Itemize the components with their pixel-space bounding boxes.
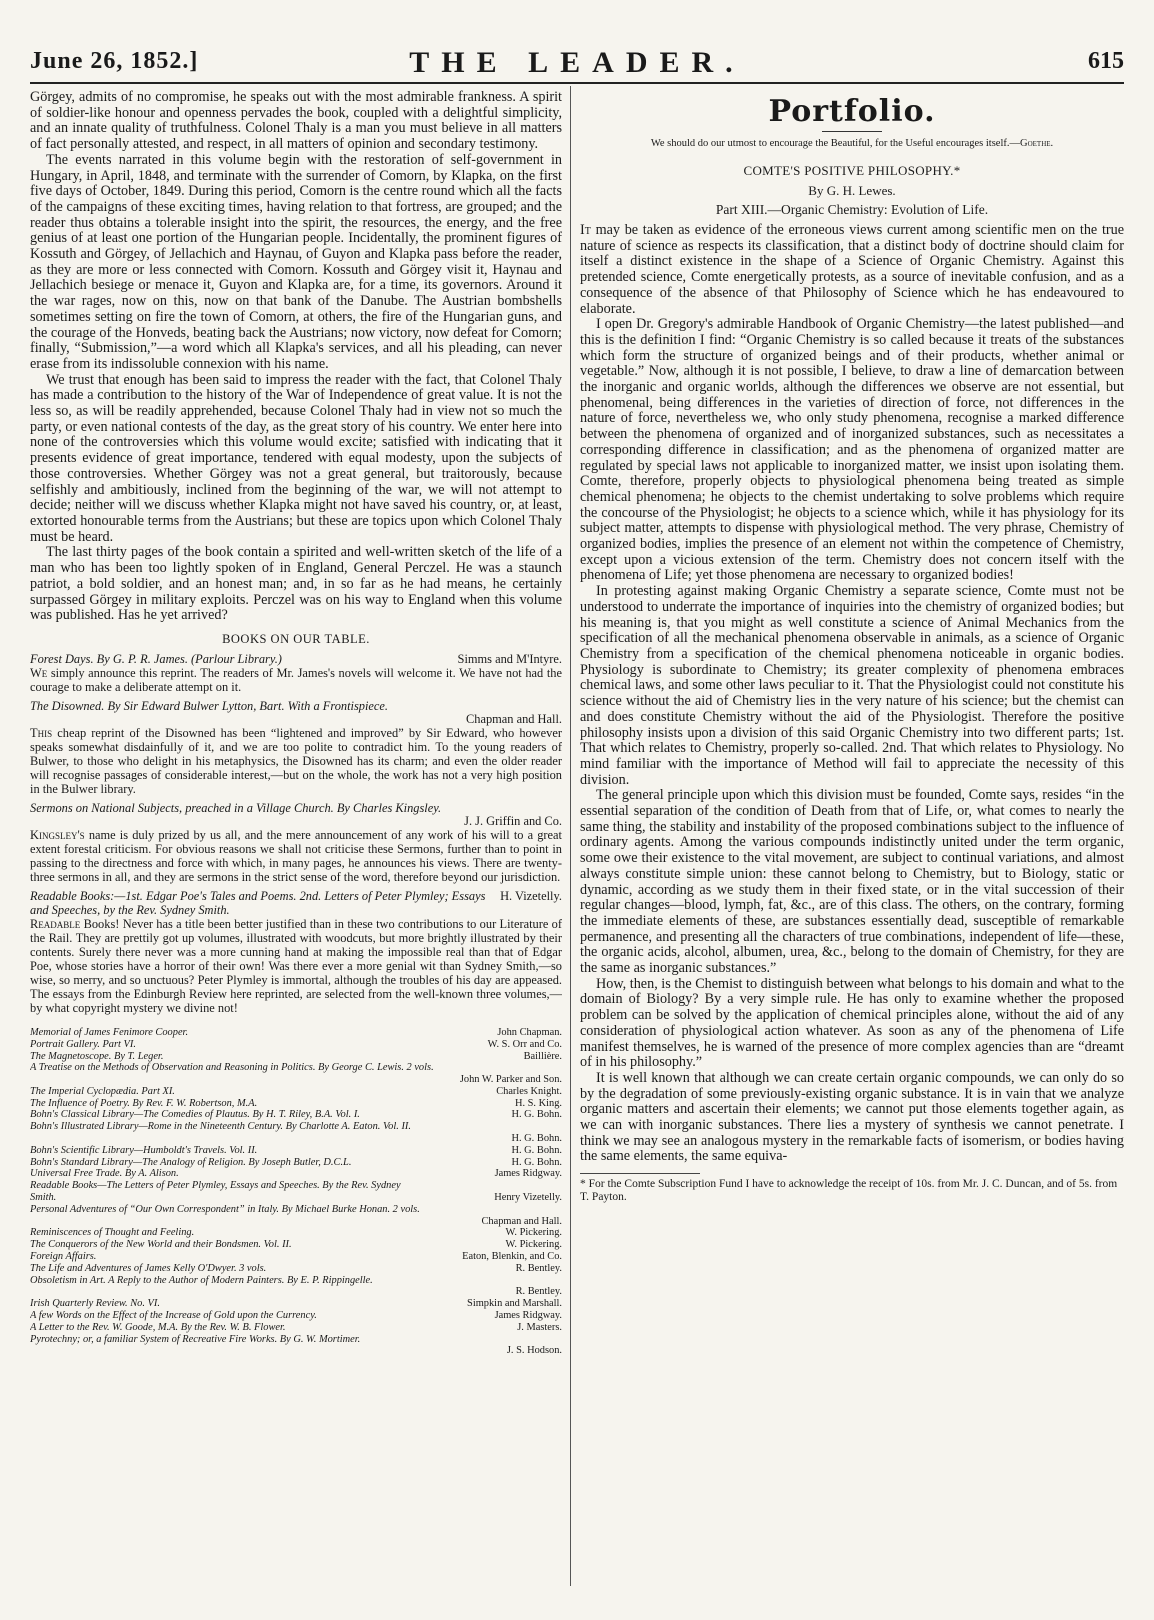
book-list-publisher: H. S. King. (511, 1098, 562, 1110)
book-list-publisher: Henry Vizetelly. (490, 1192, 562, 1204)
book-title: Sermons on National Subjects, preached in a Village Church. By Charles Kingsley. (30, 800, 442, 815)
newspaper-title: THE LEADER. (409, 46, 745, 79)
book-list-publisher: H. G. Bohn. (507, 1145, 562, 1157)
book-list-title: The Conquerors of the New World and their Bondsmen. Vol. II. (30, 1239, 292, 1251)
book-list-title: The Life and Adventures of James Kelly O'Dwyer. 3 vols. (30, 1262, 267, 1274)
article-paragraph-1 (580, 223, 1124, 317)
book-list-publisher: W. S. Orr and Co. (484, 1039, 562, 1051)
book-list-publisher: Chapman and Hall. (477, 1216, 562, 1228)
book-list-publisher: Simpkin and Marshall. (463, 1298, 562, 1310)
book-list-item (30, 1180, 562, 1192)
book-list-item (30, 1109, 562, 1121)
book-list-title: Obsoletism in Art. A Reply to the Author of Modern Painters. By E. P. Rippingelle. (30, 1274, 373, 1286)
book-list-item (30, 1051, 562, 1063)
book-list-item (30, 1345, 562, 1357)
review-paragraph-2: The events narrated in this volume begin with the restoration of self-government in Hungary, in April, 1848, and terminate with the surrender of Comorn, by Klapka, on the first five days of October, 1849. During this period, Comorn is the centre round which all the facts of the campaigns of these exciting times, having relation to that fortress, are grouped; and the reader thus obtains a tolerable insight into the spirit, the resources, the energy, and the free genius of at least one portion of the Hungarian people. Incidentally, the prominent figures of Kossuth and Görgey, of Jellachich and Haynau, of Guyon and Klapka pass before the reader, as they are more or less connected with Comorn. Kossuth and Görgey visit it, Haynau and Jellachich besiege or menace it, Guyon and Klapka are, for a time, its governors. Around it the war rages, now on this, now on that bank of the Danube. The Austrian bombshells sometimes setting on fire the town of Comorn, at others, the fire of the Hungarian guns, and the courage of the Honveds, beating back the Austrians; now victory, now defeat for Comorn; finally, “Submission,”—a word which all Klapka's services, and all his pleading, can never erase from its indissoluble connexion with his name. (30, 151, 562, 372)
heading-rule (822, 131, 882, 132)
book-list-item (30, 1121, 562, 1133)
notice-lead: This (30, 725, 53, 740)
book-notice-disowned (30, 726, 562, 796)
book-list-publisher: Baillière. (520, 1051, 562, 1063)
notice-lead: Kingsley's (30, 827, 85, 842)
book-title: Forest Days. By G. P. R. James. (Parlour Library.) (30, 651, 282, 666)
left-column (30, 90, 562, 1590)
right-column (580, 90, 1124, 1590)
book-list-publisher: J. S. Hodson. (503, 1345, 562, 1357)
masthead (30, 40, 1124, 84)
book-publisher: Simms and M'Intyre. (457, 651, 562, 666)
book-list-title: Pyrotechny; or, a familiar System of Recreative Fire Works. By G. W. Mortimer. (30, 1333, 361, 1345)
column-rule (570, 86, 571, 1586)
book-list-title: A Treatise on the Methods of Observation and Reasoning in Politics. By George C. Lewis. 2 vols. (30, 1062, 434, 1074)
article-part: Part XIII.—Organic Chemistry: Evolution of Life. (715, 202, 989, 217)
article-title: COMTE'S POSITIVE PHILOSOPHY.* (743, 163, 961, 178)
book-list-publisher: R. Bentley. (512, 1263, 562, 1275)
review-paragraph-3: We trust that enough has been said to impress the reader with the fact, that Colonel Thaly has made a contribution to the history of the War of Independence of great value. It is not the less so, as will be readily apprehended, because Colonel Thaly had in view not so much the party, or even national contests of the day, as the great story of his country. We enter here into none of the controversies which this volume would excite; satisfied with indicating that it presents evidence of great importance, tendered with equal modesty, upon the subjects of those controversies. Whether Görgey was not a great general, but traitorously, because selfishly and ambitiously, inclined from the beginning of the war, we will not attempt to decide; neither will we discuss whether Klapka might not have saved his country, or, at least, extorted honourable terms from the Austrians; but these are topics upon which Colonel Thaly must be heard. (30, 371, 562, 545)
book-list-publisher: W. Pickering. (502, 1227, 562, 1239)
book-list-item (30, 1251, 562, 1263)
book-list-item (30, 1322, 562, 1334)
book-heading-sermons (30, 801, 562, 815)
article-paragraph-2: I open Dr. Gregory's admirable Handbook of Organic Chemistry—the latest published—and this is the definition I find: “Organic Chemistry is so called because it treats of the substances which form the structure of organized beings and of their products, whether animal or vegetable.” Now, although it is not possible, I believe, to draw a line of demarcation between the inorganic and organic worlds, although the differences we observe are not essential, but phenomenal, being differences in the varieties of direction of force, not differences in the nature of force, nevertheless we, who only study phenomena, recognise a marked difference between the phenomena of organized and of inorganized substances, such as necessitates a corresponding difference in classification; and as the phenomena of organized matter are regulated by special laws not applicable to inorganized matter, we insist upon isolating them. Comte, therefore, properly objects to physiological phenomena being treated as simple chemical phenomena; he objects to the chemist undertaking to solve problems which require the concourse of the Physiologist; he objects to a science which, while it has physiology for its subject matter, attempts to dispense with physiological method. The very phrase, Chemistry of organized bodies, implies the presence of an element not within the competence of Chemistry, except upon a vicious extension of the term. Chemistry does not concern itself with the phenomena of Life; yet those phenomena are necessary to organized bodies! (580, 316, 1124, 584)
book-list-title: Bohn's Standard Library—The Analogy of Religion. By Joseph Butler, D.C.L. (30, 1156, 352, 1168)
book-list-item (30, 1239, 562, 1251)
article-paragraph-5: How, then, is the Chemist to distinguish between what belongs to his domain and what to the domain of Biology? By a very simple rule. He has only to examine whether the proposed problem can be solved by the application of chemical principles alone, without the aid of any consideration of physiological action whatever. As soon as any of the phenomena of Life manifest themselves, he is warned of the presence of more complex agencies than are “dreamt of in his philosophy.” (580, 975, 1124, 1071)
book-list-item (30, 1062, 562, 1074)
book-publisher: J. J. Griffin and Co. (464, 813, 562, 828)
book-list-item (30, 1145, 562, 1157)
book-list-title: Reminiscences of Thought and Feeling. (30, 1227, 195, 1239)
book-list-item (30, 1086, 562, 1098)
book-list-publisher: John Chapman. (493, 1027, 562, 1039)
book-title: Readable Books:—1st. Edgar Poe's Tales and Poems. 2nd. Letters of Peter Plymley; Essays and Speeches, by the Rev. Sydney Smith. (30, 888, 486, 917)
book-list-title: Universal Free Trade. By A. Alison. (30, 1168, 179, 1180)
portfolio-heading: Portfolio. (768, 94, 936, 129)
books-section-title: BOOKS ON OUR TABLE. (222, 631, 370, 646)
book-list-publisher: J. Masters. (513, 1322, 562, 1334)
books-received-list (30, 1027, 562, 1357)
paragraph-body: may be taken as evidence of the erroneous views current among scientific men on the true nature of science as respects its classification, that a distinct body of doctrine should claim for itself a distinct existence in the shape of a Science of Organic Chemistry. Against this pretended science, Comte energetically protests, as a source of inevitable confusion, and as a consequence of the absence of that Philosophy of Science which he has endeavoured to elaborate. (580, 222, 1124, 317)
book-list-publisher: H. G. Bohn. (507, 1109, 562, 1121)
book-list-publisher: R. Bentley. (512, 1286, 562, 1298)
notice-lead: Readable (30, 916, 81, 931)
book-list-item (30, 1027, 562, 1039)
book-heading-readable-books (30, 889, 562, 917)
book-notice-forest-days (30, 666, 562, 694)
book-list-title: Smith. (30, 1192, 57, 1204)
footnote: * For the Comte Subscription Fund I have to acknowledge the receipt of 10s. from Mr. J. C. Duncan, and of 5s. from T. Payton. (580, 1178, 1118, 1204)
book-list-item (30, 1298, 562, 1310)
article-paragraph-4: The general principle upon which this division must be founded, Comte says, resides “in the essential separation of the condition of Death from that of Life, or, what comes to nearly the same thing, the stability and instability of the proposed combinations subject to the influence of ordinary agents. Among the various compounds indistinctly united under the term organic, some owe their existence to the vital movement, are subject to continual variations, and almost always constitute simple union: these cannot belong to Chemistry, but to Biology, static or dynamic, according as we study them in their fixed state, or in the vital succession of their regular changes—blood, lymph, fat, &c., are of this class. The others, on the contrary, forming the immediate elements of these, are substances essentially dead, susceptible of remarkable permanence, and presenting all the characters of true combinations, independent of life—these, the organic acids, alcohol, albumen, urea, &c., belong to the domain of Chemistry, for they are the same as inorganic substances.” (580, 787, 1124, 977)
book-list-publisher: W. Pickering. (502, 1239, 562, 1251)
book-publisher: Chapman and Hall. (465, 711, 562, 726)
book-list-title: Personal Adventures of “Our Own Correspondent” in Italy. By Michael Burke Honan. 2 vols. (30, 1203, 420, 1215)
book-list-item (30, 1334, 562, 1346)
page-number: 615 (1088, 48, 1124, 74)
book-notice-readable-books (30, 917, 562, 1015)
review-paragraph-4: The last thirty pages of the book contain a spirited and well-written sketch of the life of a man who has been too lightly spoken of in England, General Perczel. He was a staunch patriot, a bold soldier, and an honest man; and, in so far as he had means, he certainly surpassed Görgey in military exploits. Perczel was on his way to England when this volume was published. Has he yet arrived? (30, 544, 562, 624)
book-list-publisher: Eaton, Blenkin, and Co. (458, 1251, 562, 1263)
portfolio-motto (580, 138, 1124, 149)
book-list-publisher: James Ridgway. (491, 1168, 562, 1180)
book-list-title: Readable Books—The Letters of Peter Plymley, Essays and Speeches. By the Rev. Sydney (30, 1180, 401, 1192)
book-list-publisher: H. G. Bohn. (507, 1157, 562, 1169)
book-list-item (30, 1227, 562, 1239)
book-list-item (30, 1275, 562, 1287)
book-list-title: The Influence of Poetry. By Rev. F. W. Robertson, M.A. (30, 1097, 258, 1109)
book-list-item (30, 1216, 562, 1228)
book-list-title: Bohn's Illustrated Library—Rome in the Nineteenth Century. By Charlotte A. Eaton. Vol. II. (30, 1121, 411, 1133)
book-list-item (30, 1098, 562, 1110)
notice-lead: We (30, 665, 48, 680)
book-publisher: H. Vizetelly. (500, 888, 562, 903)
notice-body: name is duly prized by us all, and the mere announcement of any work of his will to a great extent forestal criticism. For obvious reasons we shall not criticise these Sermons, further than to point in passing to the directness and force with which, in many pages, he announces his views. There are twenty-three sermons in all, and they are sermons in the strict sense of the word, therefore beyond our jurisdiction. (30, 827, 562, 884)
book-list-item (30, 1310, 562, 1322)
book-heading-disowned (30, 699, 562, 713)
book-list-title: Foreign Affairs. (30, 1251, 97, 1263)
book-list-title: Bohn's Scientific Library—Humboldt's Travels. Vol. II. (30, 1144, 258, 1156)
book-list-item (30, 1204, 562, 1216)
book-list-publisher: Charles Knight. (492, 1086, 562, 1098)
paragraph-lead: It (580, 222, 591, 238)
book-list-title: Portrait Gallery. Part VI. (30, 1038, 136, 1050)
issue-date: June 26, 1852.] (30, 48, 199, 74)
book-heading-forest-days (30, 652, 562, 666)
book-list-title: The Magnetoscope. By T. Leger. (30, 1050, 164, 1062)
motto-author: Goethe. (1020, 138, 1054, 149)
book-list-item (30, 1168, 562, 1180)
review-paragraph-1: Görgey, admits of no compromise, he speaks out with the most admirable frankness. A spirit of soldier-like honour and openness pervades the book, coupled with a delightful simplicity, and an innate quality of truthfulness. Colonel Thaly is a man you must believe in all matters of fact personally attested, and respect, in all matters of opinion and secondary testimony. (30, 90, 562, 153)
book-list-item (30, 1133, 562, 1145)
book-list-title: Irish Quarterly Review. No. VI. (30, 1298, 160, 1310)
article-paragraph-6: It is well known that although we can create certain organic compounds, we can only do so by the degradation of some previously-existing organic substance. It is in vain that we analyze organic matters and ascertain their elements; we cannot put those elements together again, as we can with inorganic substances. There lies a mystery of synthesis we cannot penetrate. I think we may see an analogous mystery in the remarkable facts of isomerism, or bodies having the same elements, the same equiva- (580, 1069, 1124, 1165)
book-list-item (30, 1157, 562, 1169)
book-list-title: Memorial of James Fenimore Cooper. (30, 1026, 189, 1038)
book-list-publisher: John W. Parker and Son. (456, 1074, 562, 1086)
book-list-title: The Imperial Cyclopædia. Part XI. (30, 1085, 175, 1097)
book-list-title: A few Words on the Effect of the Increase of Gold upon the Currency. (30, 1310, 317, 1322)
book-list-item (30, 1039, 562, 1051)
book-list-title: Bohn's Classical Library—The Comedies of Plautus. By H. T. Riley, B.A. Vol. I. (30, 1109, 360, 1121)
notice-body: Books! Never has a title been better justified than in these two contributions to our Literature of the Rail. They are prettily got up volumes, illustrated with woodcuts, but more brightly illustrated by their contents. Surely there never was a more cunning hand at making the impossible real than that of Edgar Poe, whose stories have a horror of their own! Was there ever a more genial wit than Sydney Smith,—so wise, so merry, and so unctuous? Peter Plymley is immortal, although the troubles of his day are appeased. The essays from the Edinburgh Review here reprinted, are selected from the well-known three volumes,—by what copyright mystery we divine not! (30, 916, 562, 1015)
book-list-item (30, 1286, 562, 1298)
book-list-item (30, 1263, 562, 1275)
book-notice-sermons (30, 828, 562, 884)
notice-body: simply announce this reprint. The readers of Mr. James's novels will welcome it. We have not had the courage to make a deliberate attempt on it. (30, 665, 562, 694)
book-list-title: A Letter to the Rev. W. Goode, M.A. By the Rev. W. B. Flower. (30, 1321, 286, 1333)
motto-text: We should do our utmost to encourage the Beautiful, for the Useful encourages itself.— (650, 138, 1021, 149)
book-list-item (30, 1074, 562, 1086)
book-list-publisher: James Ridgway. (491, 1310, 562, 1322)
article-paragraph-3: In protesting against making Organic Chemistry a separate science, Comte must not be understood to underrate the importance of inquiries into the chemistry of organized bodies; but his meaning is, that you might as well constitute a science of Animal Mechanics from the specification of all the mechanical phenomena observable in animals, as a science of Organic Chemistry from a specification of the chemical phenomena noticeable in organic bodies. Physiology is subordinate to Chemistry; its greater complexity of phenomena embraces chemical laws, and some other laws peculiar to it. That the Physiologist could not constitute his science without the aid of Chemistry lies in the very nature of his science; but the chemist can and does constitute Chemistry without the aid of the Physiologist. Therefore the positive philosophy insists upon a division of this said Organic Chemistry into two different parts; 1st. That which relates to Chemistry, properly so-called. 2nd. That which relates to Physiology. No mind familiar with the importance of Method will fail to appreciate the necessity of this division. (580, 583, 1124, 788)
book-title: The Disowned. By Sir Edward Bulwer Lytton, Bart. With a Frontispiece. (30, 698, 389, 713)
notice-body: cheap reprint of the Disowned has been “lightened and improved” by Sir Edward, who however speaks somewhat disdainfully of it, and we are too polite to contradict him. To the young readers of Bulwer, to those who delight in his metaphysics, the Disowned has its charm; and even the older reader will recognise passages of considerable interest,—but on the whole, the work has not a very high position in the Bulwer library. (30, 725, 562, 796)
footnote-rule (580, 1173, 700, 1174)
book-list-item (30, 1192, 562, 1204)
article-byline: By G. H. Lewes. (808, 183, 896, 198)
book-list-publisher: H. G. Bohn. (507, 1133, 562, 1145)
